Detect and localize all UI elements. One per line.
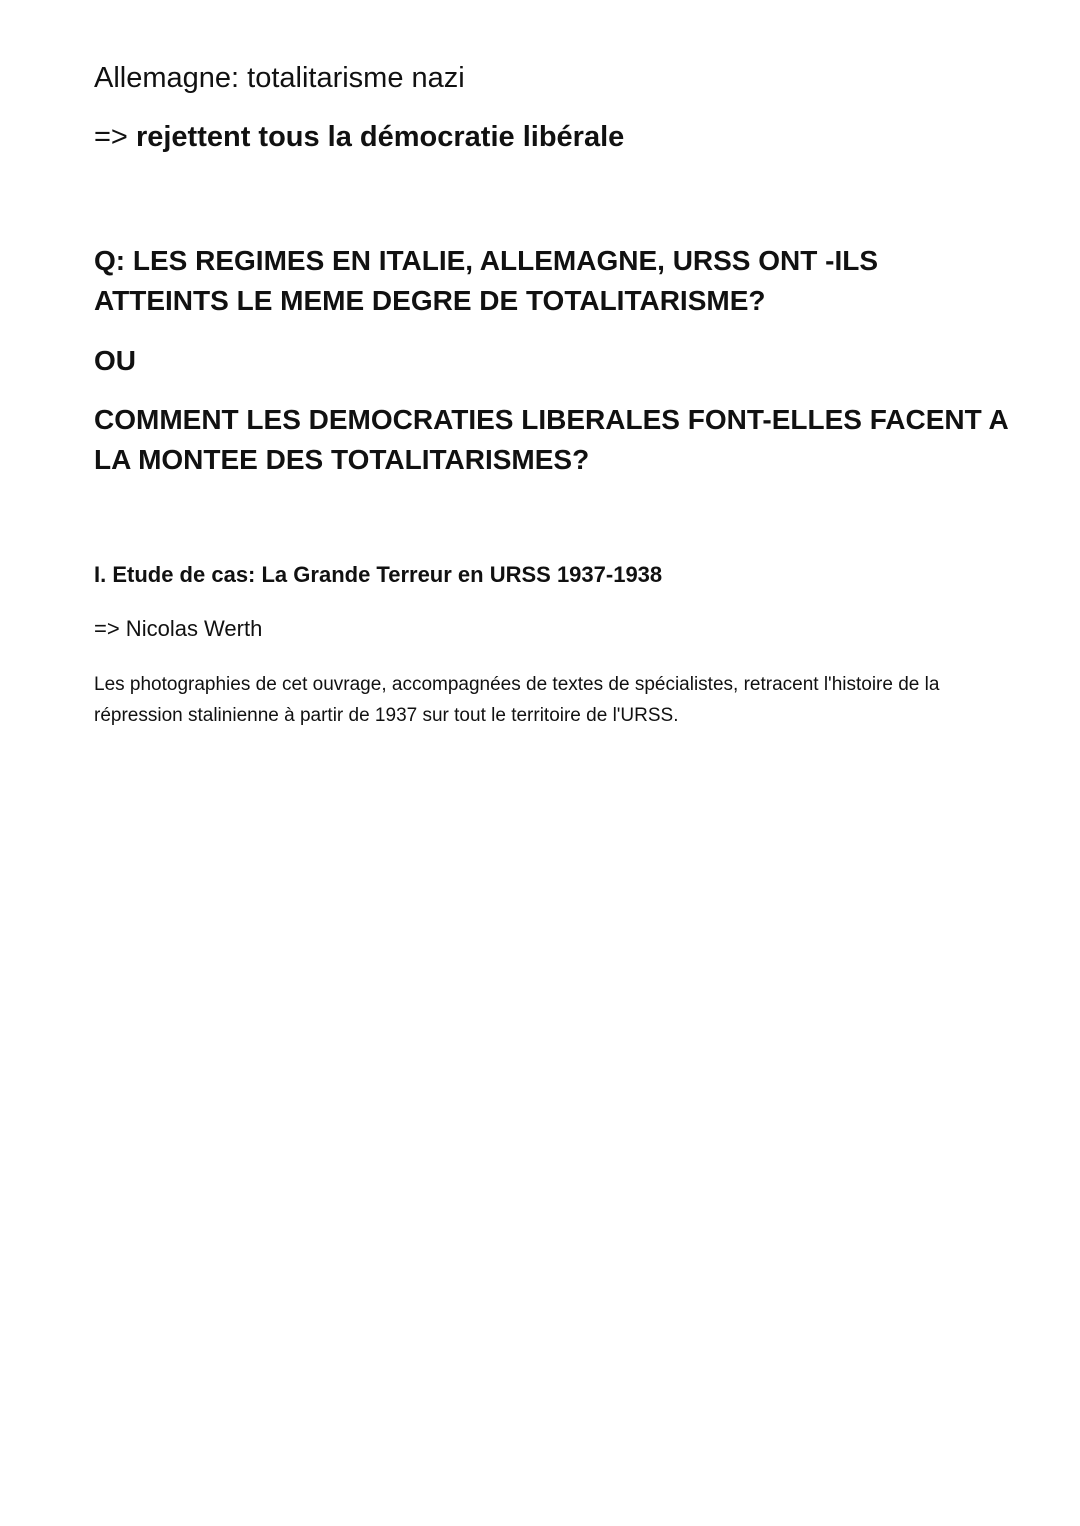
section-title: I. Etude de cas: La Grande Terreur en URSS 1937-1938	[94, 562, 663, 587]
or-heading: OU	[94, 345, 136, 376]
author-line: => Nicolas Werth	[94, 616, 263, 641]
question2-heading: COMMENT LES DEMOCRATIES LIBERALES FONT-ELLES FACENT A LA MONTEE DES TOTALITARISMES?	[94, 404, 1008, 475]
question-heading: Q: LES REGIMES EN ITALIE, ALLEMAGNE, URSS ONT -ILS ATTEINTS LE MEME DEGRE DE TOTALITARISME?	[94, 245, 879, 316]
description-paragraph: Les photographies de cet ouvrage, accompagnées de textes de spécialistes, retracent l'histoire de la répression stalinienne à partir de 1937 sur tout le territoire de l'URSS.	[94, 674, 940, 726]
bold-statement: rejettent tous la démocratie libérale	[135, 121, 625, 153]
arrow: =>	[94, 121, 136, 153]
line-rejettent	[94, 121, 624, 154]
line-allemagne: Allemagne: totalitarisme nazi	[94, 62, 465, 94]
